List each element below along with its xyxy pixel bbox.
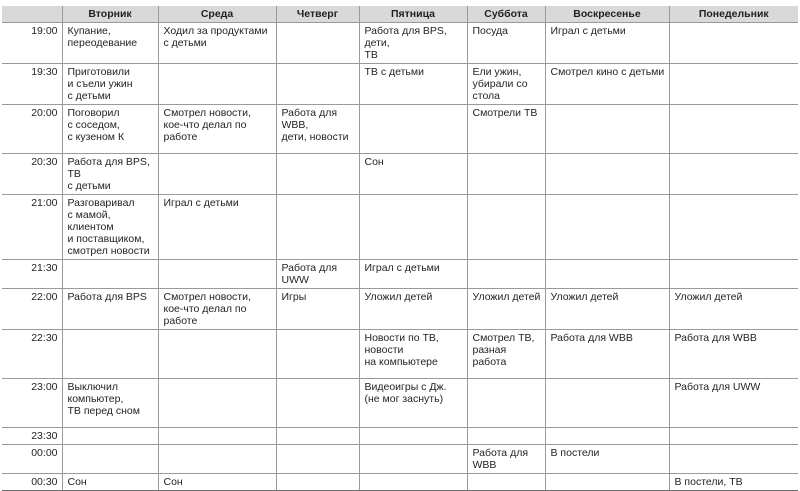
cell-sunday <box>545 105 669 154</box>
cell-monday <box>669 428 798 445</box>
cell-tuesday: Купание, переодевание <box>62 23 158 64</box>
cell-thursday <box>276 428 359 445</box>
header-sunday: Воскресенье <box>545 6 669 23</box>
cell-sunday <box>545 195 669 260</box>
cell-monday <box>669 23 798 64</box>
table-row <box>2 330 798 379</box>
cell-monday: Уложил детей <box>669 289 798 330</box>
header-friday: Пятница <box>359 6 467 23</box>
cell-friday <box>359 474 467 491</box>
table-row <box>2 105 798 154</box>
cell-friday: Новости по ТВ, новости на компьютере <box>359 330 467 379</box>
cell-wednesday <box>158 260 276 289</box>
header-wednesday: Среда <box>158 6 276 23</box>
cell-monday <box>669 195 798 260</box>
cell-thursday <box>276 154 359 195</box>
table-row <box>2 289 798 330</box>
cell-wednesday <box>158 64 276 105</box>
cell-tuesday: Работа для BPS <box>62 289 158 330</box>
cell-saturday <box>467 154 545 195</box>
cell-wednesday: Сон <box>158 474 276 491</box>
cell-wednesday: Смотрел новости, кое-что делал по работе <box>158 105 276 154</box>
header-row <box>2 6 798 23</box>
time-cell: 19:00 <box>2 23 62 64</box>
cell-sunday <box>545 154 669 195</box>
cell-friday <box>359 445 467 474</box>
cell-saturday: Уложил детей <box>467 289 545 330</box>
cell-sunday: Смотрел кино с детьми <box>545 64 669 105</box>
cell-sunday <box>545 260 669 289</box>
header-thursday: Четверг <box>276 6 359 23</box>
cell-thursday <box>276 23 359 64</box>
cell-friday: ТВ с детьми <box>359 64 467 105</box>
table-row <box>2 23 798 64</box>
cell-thursday <box>276 474 359 491</box>
cell-friday <box>359 195 467 260</box>
cell-tuesday <box>62 330 158 379</box>
cell-sunday: Играл с детьми <box>545 23 669 64</box>
time-cell: 23:30 <box>2 428 62 445</box>
time-cell: 20:30 <box>2 154 62 195</box>
cell-tuesday <box>62 445 158 474</box>
cell-tuesday: Разговаривал с мамой, клиентом и поставщиком, смотрел новости <box>62 195 158 260</box>
cell-friday: Играл с детьми <box>359 260 467 289</box>
cell-sunday: В постели <box>545 445 669 474</box>
cell-saturday: Смотрели ТВ <box>467 105 545 154</box>
header-time <box>2 6 62 23</box>
time-cell: 21:00 <box>2 195 62 260</box>
time-cell: 23:00 <box>2 379 62 428</box>
cell-friday: Работа для BPS, дети, ТВ <box>359 23 467 64</box>
table-row <box>2 445 798 474</box>
time-cell: 20:00 <box>2 105 62 154</box>
table-row <box>2 379 798 428</box>
time-cell: 00:00 <box>2 445 62 474</box>
cell-saturday: Ели ужин, убирали со стола <box>467 64 545 105</box>
time-cell: 00:30 <box>2 474 62 491</box>
time-cell: 22:30 <box>2 330 62 379</box>
cell-saturday <box>467 195 545 260</box>
cell-tuesday: Приготовили и съели ужин с детьми <box>62 64 158 105</box>
time-cell: 19:30 <box>2 64 62 105</box>
cell-thursday: Игры <box>276 289 359 330</box>
schedule-body <box>2 23 798 491</box>
cell-thursday <box>276 330 359 379</box>
cell-wednesday <box>158 330 276 379</box>
cell-monday <box>669 154 798 195</box>
header-monday: Понедельник <box>669 6 798 23</box>
cell-monday <box>669 64 798 105</box>
cell-saturday <box>467 474 545 491</box>
cell-monday: Работа для WBB <box>669 330 798 379</box>
table-row <box>2 474 798 491</box>
table-row <box>2 154 798 195</box>
cell-monday <box>669 445 798 474</box>
cell-monday <box>669 105 798 154</box>
cell-wednesday <box>158 445 276 474</box>
cell-thursday <box>276 445 359 474</box>
cell-wednesday <box>158 379 276 428</box>
cell-friday: Уложил детей <box>359 289 467 330</box>
cell-friday: Сон <box>359 154 467 195</box>
cell-wednesday: Играл с детьми <box>158 195 276 260</box>
cell-sunday: Работа для WBB <box>545 330 669 379</box>
cell-monday: Работа для UWW <box>669 379 798 428</box>
cell-tuesday: Выключил компьютер, ТВ перед сном <box>62 379 158 428</box>
cell-thursday <box>276 379 359 428</box>
cell-thursday <box>276 64 359 105</box>
cell-monday <box>669 260 798 289</box>
cell-saturday: Работа для WBB <box>467 445 545 474</box>
cell-tuesday: Работа для BPS, ТВ с детьми <box>62 154 158 195</box>
cell-wednesday <box>158 428 276 445</box>
table-row <box>2 260 798 289</box>
cell-wednesday: Смотрел новости, кое-что делал по работе <box>158 289 276 330</box>
cell-sunday <box>545 428 669 445</box>
schedule-table <box>2 6 798 491</box>
header-saturday: Суббота <box>467 6 545 23</box>
cell-monday: В постели, ТВ <box>669 474 798 491</box>
cell-thursday: Работа для WBB, дети, новости <box>276 105 359 154</box>
cell-tuesday: Сон <box>62 474 158 491</box>
cell-tuesday <box>62 260 158 289</box>
cell-saturday: Смотрел ТВ, разная работа <box>467 330 545 379</box>
cell-friday <box>359 105 467 154</box>
table-row <box>2 64 798 105</box>
table-row <box>2 195 798 260</box>
header-tuesday: Вторник <box>62 6 158 23</box>
cell-saturday <box>467 260 545 289</box>
cell-saturday: Посуда <box>467 23 545 64</box>
cell-tuesday <box>62 428 158 445</box>
cell-friday <box>359 428 467 445</box>
cell-thursday <box>276 195 359 260</box>
cell-wednesday: Ходил за продуктами с детьми <box>158 23 276 64</box>
table-row <box>2 428 798 445</box>
time-cell: 22:00 <box>2 289 62 330</box>
cell-sunday <box>545 379 669 428</box>
cell-saturday <box>467 428 545 445</box>
cell-tuesday: Поговорил с соседом, с кузеном К <box>62 105 158 154</box>
cell-saturday <box>467 379 545 428</box>
cell-sunday <box>545 474 669 491</box>
cell-thursday: Работа для UWW <box>276 260 359 289</box>
time-cell: 21:30 <box>2 260 62 289</box>
cell-wednesday <box>158 154 276 195</box>
cell-sunday: Уложил детей <box>545 289 669 330</box>
cell-friday: Видеоигры с Дж. (не мог заснуть) <box>359 379 467 428</box>
